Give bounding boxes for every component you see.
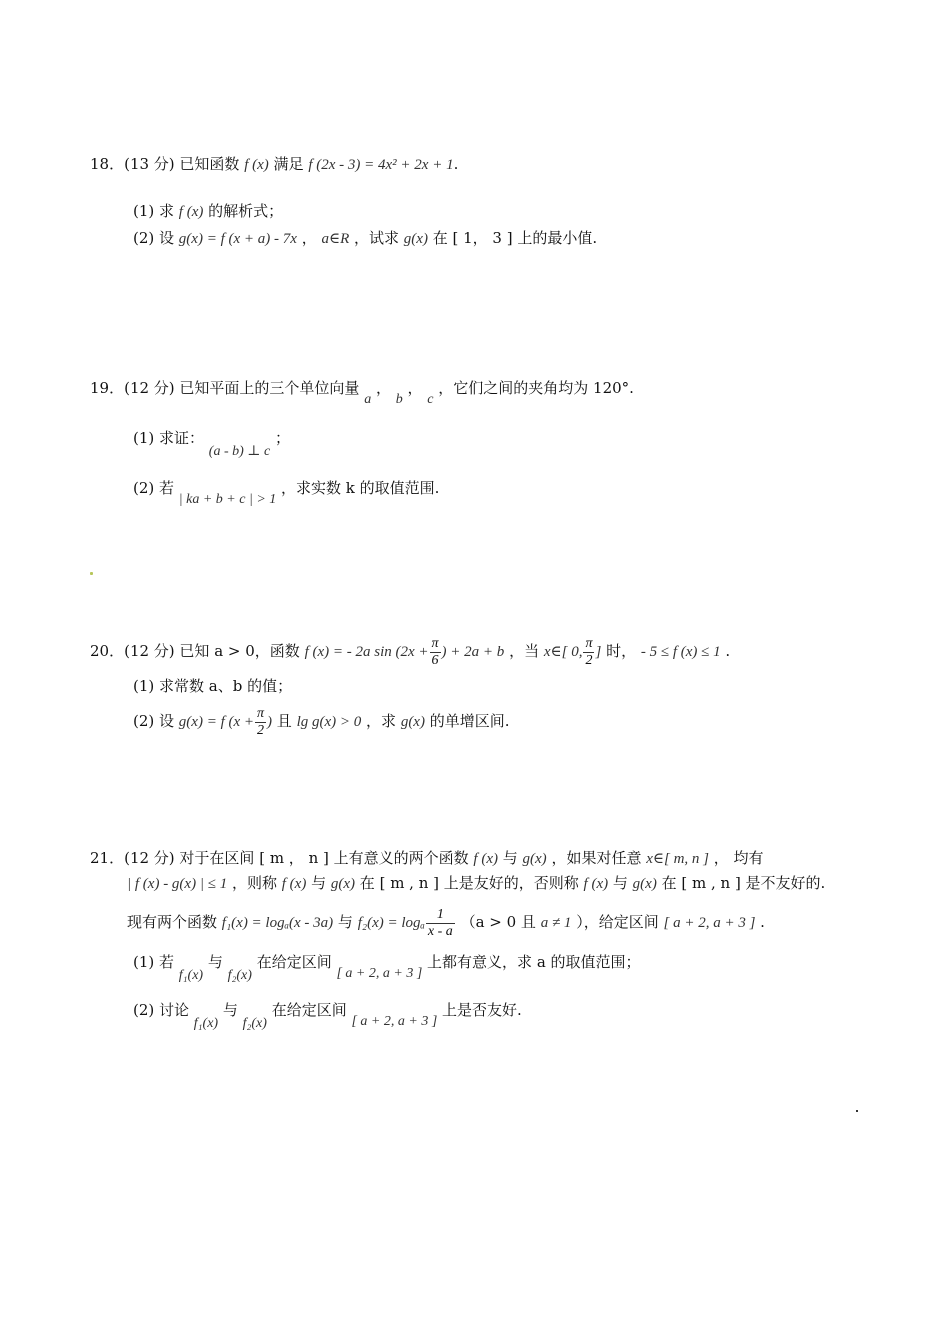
problem-20-part-2: (2) 设 g(x) = f (x + $\frac{\pi}{2}$ ) 且 lg g(x) > 0 ，求 g(x) 的单增区间. [133, 705, 510, 738]
problem-score: (12 分) [124, 849, 175, 867]
math-expression: f (x) [244, 157, 269, 173]
part-label: (2) [133, 479, 155, 497]
vector-a: a [364, 392, 372, 407]
problem-21-line-1: 21．(12 分) 对于在区间 [ m ， n ] 上有意义的两个函数 f (x) 与 g(x) ，如果对任意 x∈[ m, n ] ， 均有 [90, 849, 764, 867]
fraction-pi-over-6: $\frac{\pi}{6}$ [431, 635, 439, 668]
problem-20-part-1: (1) 求常数 a、b 的值； [133, 677, 293, 695]
part-label: (2) [133, 229, 155, 247]
problem-19-part-2: (2) 若 | ka + b + c | > 1 ，求实数 k 的取值范围. [133, 479, 440, 507]
problem-21-part-2: (2) 讨论 f₁(x) 与 f₂(x) 在给定区间 [ a + 2, a + 3 ] 上是否友好. [133, 1001, 522, 1031]
problem-number: 19． [90, 379, 125, 397]
problem-18-part-2: (2) 设 g(x) = f (x + a) - 7x ， a∈R ，试求 g(x) 在 [ 1， 3 ] 上的最小值. [133, 229, 598, 247]
problem-number: 21． [90, 849, 125, 867]
stray-mark [856, 1110, 858, 1112]
vector-b: b [395, 392, 403, 407]
vector-c: c [427, 392, 434, 407]
problem-score: (12 分) [124, 379, 175, 397]
problem-number: 20． [90, 642, 125, 660]
fraction-pi-over-2: $\frac{\pi}{2}$ [257, 705, 265, 738]
part-label: (1) [133, 953, 155, 971]
problem-21-part-1: (1) 若 f₁(x) 与 f₂(x) 在给定区间 [ a + 2, a + 3 ] 上都有意义，求 a 的取值范围； [133, 953, 641, 983]
part-label: (1) [133, 677, 155, 695]
part-label: (2) [133, 712, 155, 730]
part-label: (1) [133, 429, 155, 447]
problem-score: (12 分) [124, 642, 175, 660]
part-label: (1) [133, 202, 155, 220]
part-label: (2) [133, 1001, 155, 1019]
problem-18-stem: 18．(13 分) 已知函数 f (x) 满足 f (2x - 3) = 4x² + 2x + 1. [90, 155, 459, 173]
problem-20-stem: 20．(12 分) 已知 a > 0，函数 f (x) = - 2a sin (2x + $\frac{\pi}{6}$ ) + 2a + b ，当 x∈[ 0, $\frac{\pi}{2}$ ] 时， - 5 ≤ f (x) ≤ 1 . [90, 635, 731, 668]
problem-19-part-1: (1) 求证： (a - b) ⊥ c ； [133, 429, 290, 459]
problem-21-line-3: 现有两个函数 f₁(x) = logₐ(x - 3a) 与 f₂(x) = logₐ $\frac{1}{x - a}$ （a > 0 且 a ≠ 1 ），给定区间 [ a + 2, a + 3 ] . [127, 906, 765, 939]
problem-number: 18． [90, 155, 125, 173]
fraction-pi-over-2: $\frac{\pi}{2}$ [585, 635, 593, 668]
fraction-1-over-x-minus-a: $\frac{1}{x - a}$ [427, 906, 453, 939]
problem-21-line-2: | f (x) - g(x) | ≤ 1 ，则称 f (x) 与 g(x) 在 [ m , n ] 上是友好的，否则称 f (x) 与 g(x) 在 [ m , n ] 是不友好的. [127, 874, 826, 892]
problem-18-part-1: (1) 求 f (x) 的解析式； [133, 202, 284, 220]
problem-19-stem: 19．(12 分) 已知平面上的三个单位向量 a ， b ， c ，它们之间的夹角均为 120°. [90, 379, 634, 407]
math-expression: f (2x - 3) = 4x² + 2x + 1 [308, 157, 454, 173]
stray-mark [90, 572, 93, 575]
problem-score: (13 分) [124, 155, 175, 173]
